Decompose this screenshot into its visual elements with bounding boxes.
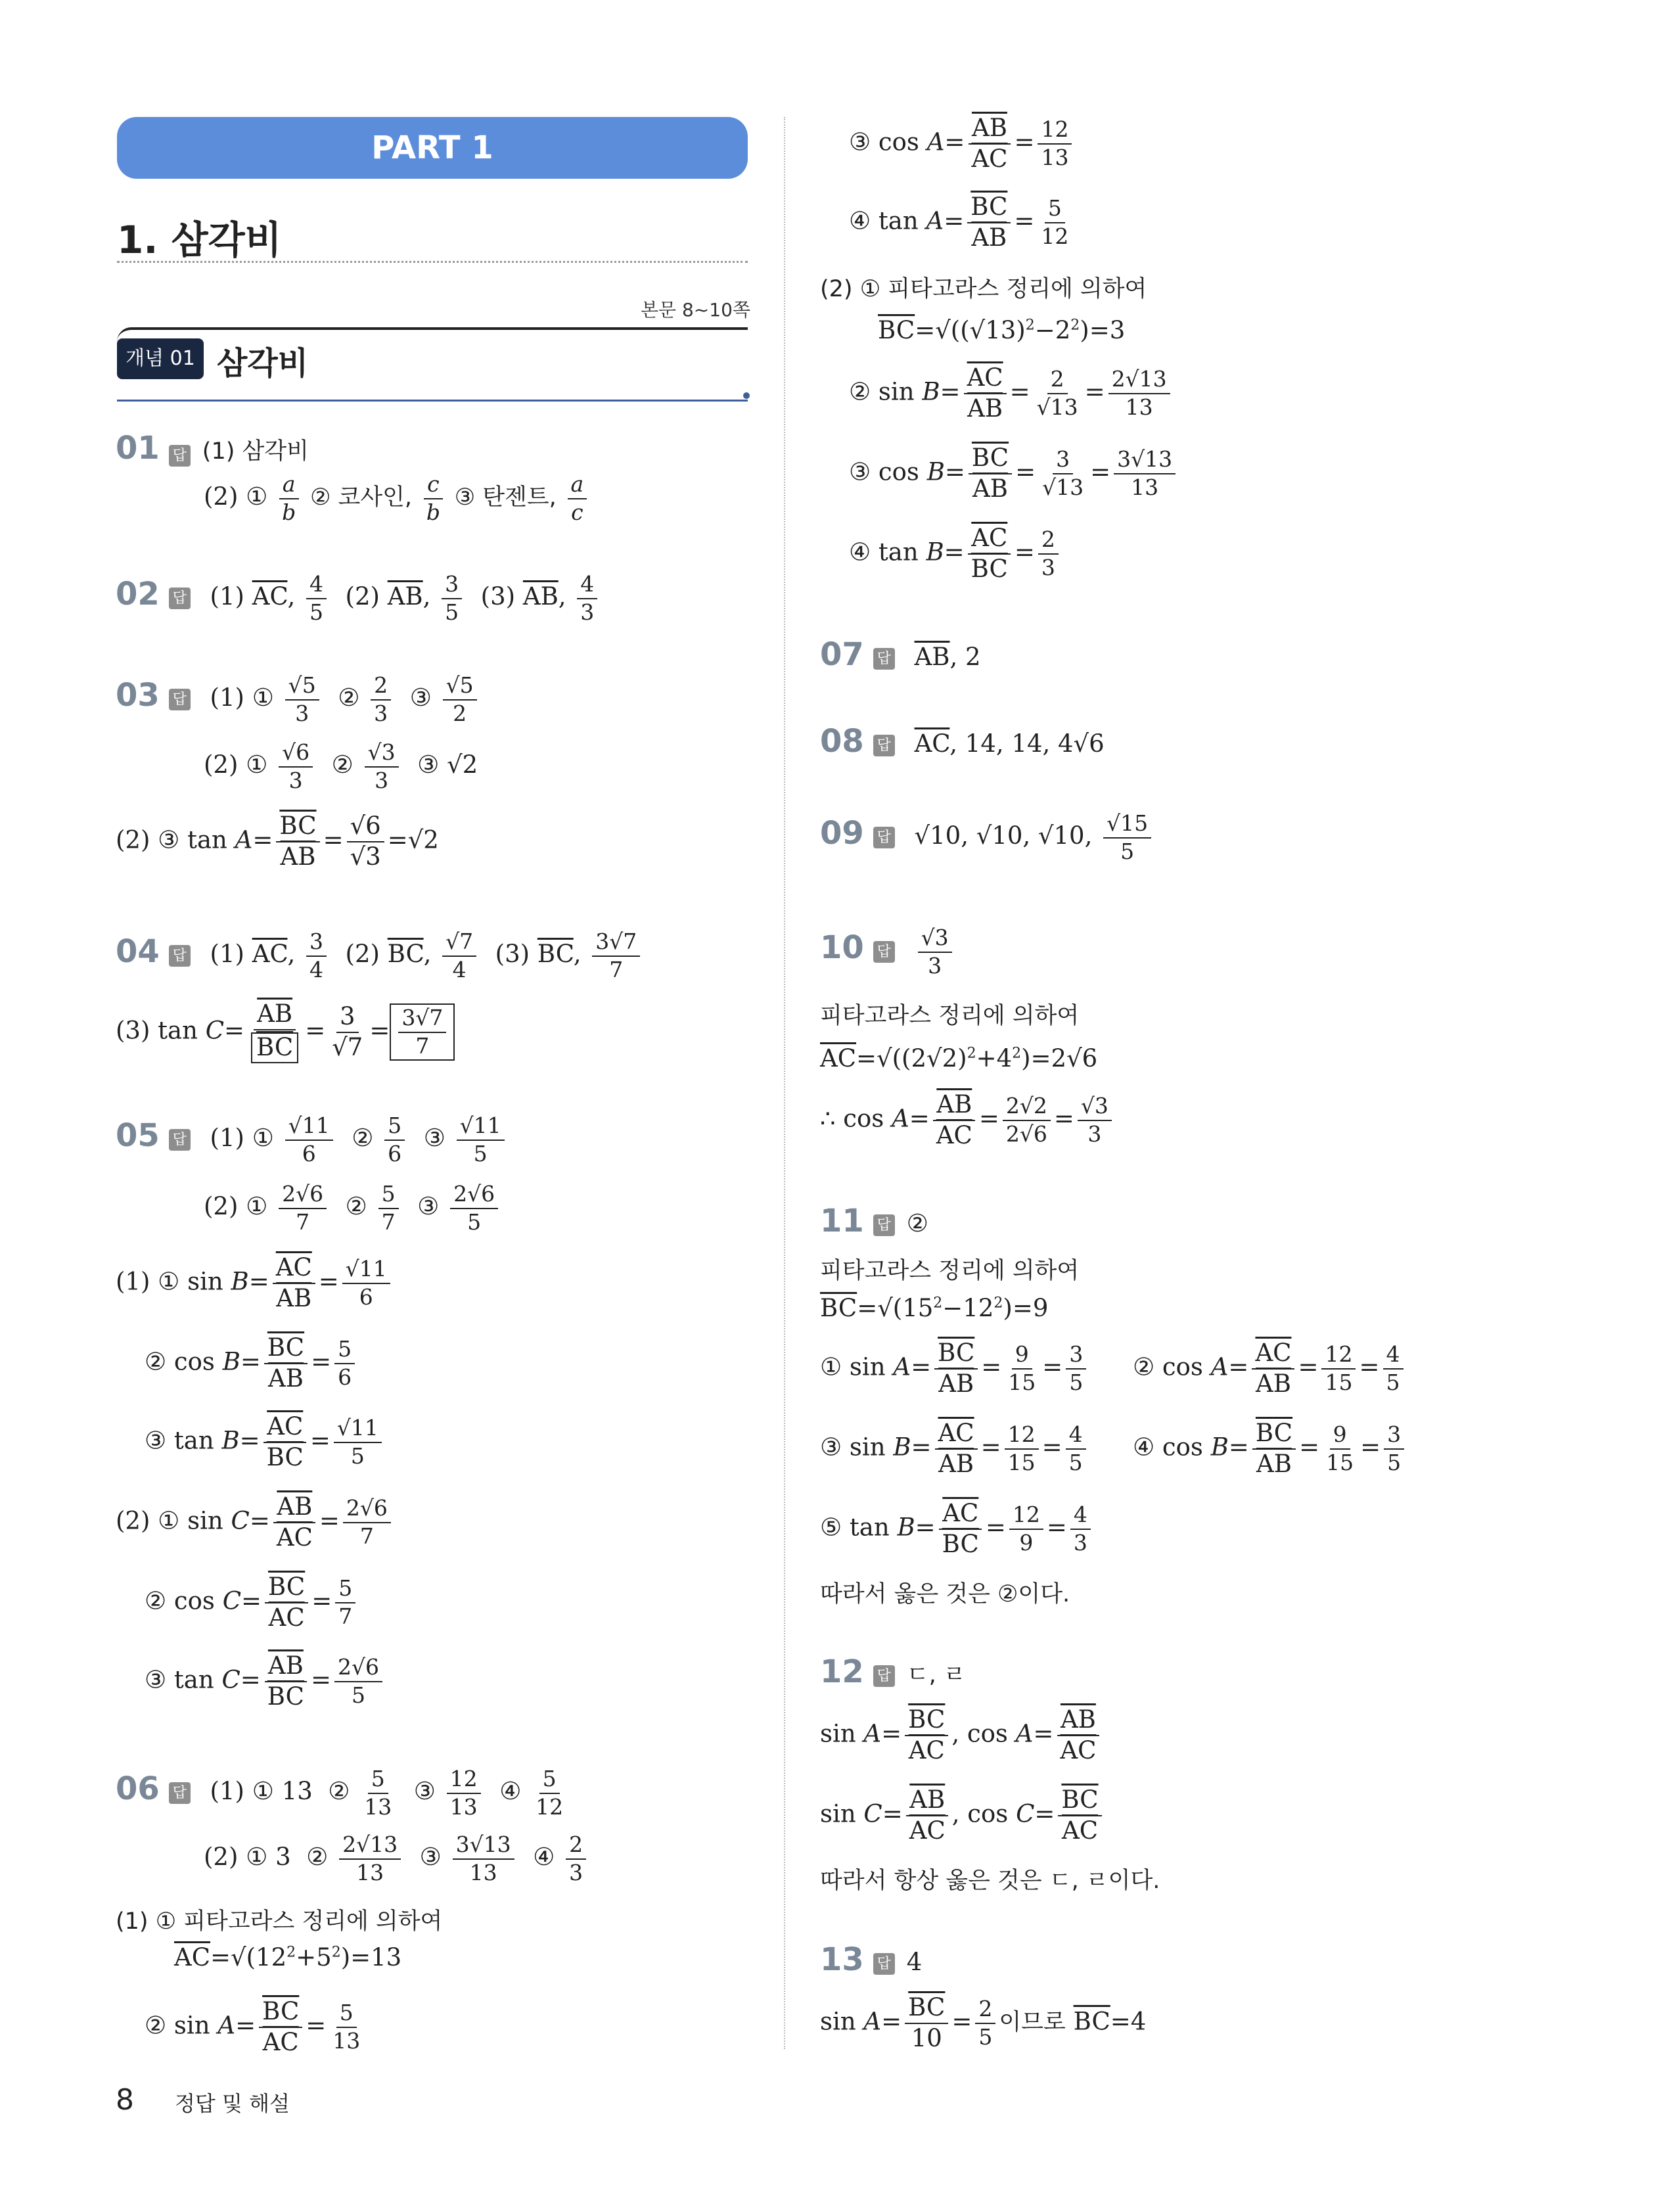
answer-text: (1) 삼각비 bbox=[202, 438, 309, 465]
answer-tag: 답 bbox=[873, 648, 895, 670]
p12-answer: ㄷ, ㄹ bbox=[906, 1662, 966, 1688]
concept-badge bbox=[117, 338, 204, 379]
problem-04: 04 답 (1) $\overline{AC}$, $\frac{3}{4}$ (2) $\overline{BC}$, $\frac{√7}{4}$ (3) $\overline{BC}$, $\frac{3√7}{7}$ bbox=[116, 931, 643, 981]
p05-s3: ③ tan B= $\frac{\overline{AC}}{BC}$ = $\frac{√11}{5}$ bbox=[145, 1414, 385, 1471]
p01-tan-label: ③ 탄젠트, bbox=[454, 484, 557, 511]
column-divider bbox=[784, 117, 785, 2049]
chapter-divider bbox=[117, 261, 748, 263]
answer-tag: 답 bbox=[169, 445, 191, 467]
problem-number: 12 bbox=[820, 1653, 864, 1690]
p11-sinB: ③ sin B= $\frac{\overline{AC}}{AB}$ = $\frac{12}{15}$ = $\frac{4}{5}$ bbox=[820, 1421, 1089, 1477]
concept-end-dot bbox=[743, 392, 750, 399]
problem-number: 02 bbox=[116, 576, 160, 613]
answer-tag: 답 bbox=[169, 1782, 191, 1804]
answer-tag: 답 bbox=[873, 1953, 895, 1975]
problem-number: 06 bbox=[116, 1770, 160, 1808]
p10-cosA: ∴ cos A= $\frac{\overline{AB}}{AC}$ = $\frac{2√2}{2√6}$ = $\frac{√3}{3}$ bbox=[820, 1092, 1115, 1149]
answer-tag: 답 bbox=[873, 1214, 895, 1236]
problem-10: 10 답 $\frac{√3}{3}$ bbox=[820, 927, 955, 977]
p06-cosB: ③ cos B= $\frac{\overline{BC}}{AB}$ = $\frac{3}{√13}$ = $\frac{3√13}{13}$ bbox=[849, 446, 1179, 502]
answer-tag: 답 bbox=[169, 1129, 191, 1151]
p06-line2: (2) ① 3 ② $\frac{2√13}{13}$ ③ $\frac{3√13}{13}$ ④ $\frac{2}{3}$ bbox=[204, 1833, 589, 1884]
problem-number: 05 bbox=[116, 1117, 160, 1155]
p06-bc: $\overline{BC}=√((√13)^2-2^2)=3$ bbox=[878, 316, 1126, 344]
problem-number: 04 bbox=[116, 933, 160, 971]
problem-12 bbox=[820, 1653, 966, 1690]
p12-line2: sin C= $\frac{\overline{AB}}{AC}$ , cos C= $\frac{\overline{BC}}{AC}$ bbox=[820, 1787, 1105, 1844]
p03-line2: (2) ① $\frac{√6}{3}$ ② $\frac{√3}{3}$ ③ √2 bbox=[204, 739, 478, 793]
p13-mid-text: 이므로 bbox=[999, 2009, 1066, 2036]
p05-s4: (2) ① sin C= $\frac{\overline{AB}}{AC}$ = $\frac{2√6}{7}$ bbox=[116, 1494, 394, 1551]
p10-pyth: 피타고라스 정리에 의하여 bbox=[820, 1003, 1080, 1029]
problem-number: 10 bbox=[820, 929, 864, 967]
problem-02: 02 답 (1) $\overline{AC}$, $\frac{4}{5}$ (2) $\overline{AB}$, $\frac{3}{5}$ (3) $\overline{AB}$, $\frac{4}{3}$ bbox=[116, 573, 601, 624]
answer-tag: 답 bbox=[873, 1665, 895, 1687]
footer-text: 정답 및 해설 bbox=[175, 2091, 290, 2116]
p01-cos-label: ② 코사인, bbox=[310, 484, 413, 511]
problem-number: 01 bbox=[116, 430, 160, 467]
p12-conclusion: 따라서 항상 옳은 것은 ㄷ, ㄹ이다. bbox=[820, 1868, 1160, 1894]
answer-tag: 답 bbox=[873, 941, 895, 963]
p06-pyth: (1) ① 피타고라스 정리에 의하여 bbox=[116, 1908, 443, 1935]
concept-title: 삼각비 bbox=[217, 345, 309, 382]
concept-badge-label: 개념 01 bbox=[126, 347, 195, 370]
problem-05: 05 답 (1) ① $\frac{√11}{6}$ ② $\frac{5}{6}$ ③ $\frac{√11}{5}$ bbox=[116, 1115, 508, 1165]
problem-number: 11 bbox=[820, 1203, 864, 1239]
p06-sinA: ② sin A= $\frac{\overline{BC}}{AC}$ = $\frac{5}{13}$ bbox=[145, 1997, 361, 2056]
problem-number: 08 bbox=[820, 723, 864, 760]
p06-tanA: ④ tan A= $\frac{\overline{BC}}{AB}$ = $\frac{5}{12}$ bbox=[849, 193, 1069, 252]
p06-tanB: ④ tan B= $\frac{\overline{AC}}{BC}$ = $\frac{2}{3}$ bbox=[849, 526, 1062, 582]
p11-conclusion: 따라서 옳은 것은 ②이다. bbox=[820, 1581, 1070, 1607]
problem-01 bbox=[116, 430, 309, 467]
problem-number: 09 bbox=[820, 815, 864, 852]
p11-bc: $\overline{BC}=√(15^2-12^2)=9$ bbox=[820, 1294, 1049, 1322]
p05-s2: ② cos B= $\frac{\overline{BC}}{AB}$ = $\frac{5}{6}$ bbox=[145, 1335, 358, 1392]
p11-cosB: ④ cos B= $\frac{\overline{BC}}{AB}$ = $\frac{9}{15}$ = $\frac{3}{5}$ bbox=[1133, 1421, 1407, 1477]
problem-11: 11 답 ② bbox=[820, 1203, 928, 1239]
problem-06: 06 답 (1) ① 13 ② $\frac{5}{13}$ ③ $\frac{12}{13}$ ④ $\frac{5}{12}$ bbox=[116, 1766, 564, 1820]
page-number: 8 bbox=[116, 2083, 134, 2117]
answer-tag: 답 bbox=[169, 588, 191, 609]
p06b-pyth: (2) ① 피타고라스 정리에 의하여 bbox=[820, 276, 1147, 302]
problem-08: 08 답 $\overline{AC}$, 14, 14, 4√6 bbox=[820, 723, 1105, 760]
problem-number: 13 bbox=[820, 1941, 864, 1978]
p06-ac: $\overline{AC}=√(12^2+5^2)=13$ bbox=[174, 1943, 402, 1971]
answer-tag: 답 bbox=[169, 689, 191, 710]
p11-tanB: ⑤ tan B= $\frac{\overline{AC}}{BC}$ = $\frac{12}{9}$ = $\frac{4}{3}$ bbox=[820, 1501, 1094, 1557]
problem-13: 13 답 4 bbox=[820, 1941, 923, 1978]
problem-number: 07 bbox=[820, 636, 864, 673]
problem-number: 03 bbox=[116, 677, 160, 714]
p04-sol: (3) tan C= $\frac{\overline{AB}}{BC}$ = $\frac{3}{√7}$ = $\frac{3√7}{7}$ bbox=[116, 1002, 455, 1063]
problem-07: 07 답 $\overline{AB}$, 2 bbox=[820, 636, 981, 673]
p01-line2: (2) ① $\frac{a}{b}$ ② 코사인, $\frac{c}{b}$ ③ 탄젠트, $\frac{a}{c}$ bbox=[204, 473, 590, 524]
answer-tag: 답 bbox=[169, 945, 191, 967]
answer-tag: 답 bbox=[873, 735, 895, 756]
p11-sinA: ① sin A= $\frac{\overline{BC}}{AB}$ = $\frac{9}{15}$ = $\frac{3}{5}$ bbox=[820, 1341, 1089, 1397]
answer-tag: 답 bbox=[873, 827, 895, 848]
problem-03: 03 답 (1) ① $\frac{√5}{3}$ ② $\frac{2}{3}$ ③ $\frac{√5}{2}$ bbox=[116, 674, 480, 725]
p05-line2: (2) ① $\frac{2√6}{7}$ ② $\frac{5}{7}$ ③ $\frac{2√6}{5}$ bbox=[204, 1183, 501, 1233]
p06-cosA: ③ cos A= $\frac{\overline{AB}}{AC}$ = $\frac{12}{13}$ bbox=[849, 116, 1075, 172]
p05-s1: (1) ① sin B= $\frac{\overline{AC}}{AB}$ = $\frac{√11}{6}$ bbox=[116, 1255, 394, 1312]
page-ref: 본문 8~10쪽 bbox=[641, 299, 750, 321]
part-banner: PART 1 bbox=[117, 117, 748, 179]
concept-header bbox=[117, 327, 748, 402]
p12-line1: sin A= $\frac{\overline{BC}}{AC}$ , cos A= $\frac{\overline{AB}}{AC}$ bbox=[820, 1707, 1103, 1764]
chapter-title: 1. 삼각비 bbox=[117, 218, 282, 262]
p11-cosA: ② cos A= $\frac{\overline{AC}}{AB}$ = $\frac{12}{15}$ = $\frac{4}{5}$ bbox=[1133, 1341, 1407, 1397]
p11-pyth: 피타고라스 정리에 의하여 bbox=[820, 1258, 1080, 1284]
p03-sol: (2) ③ tan A= $\frac{\overline{BC}}{AB}$ = $\frac{√6}{√3}$ =√2 bbox=[116, 812, 439, 871]
problem-09: 09 답 √10, √10, √10, $\frac{√15}{5}$ bbox=[820, 812, 1154, 863]
p05-s5: ② cos C= $\frac{\overline{BC}}{AC}$ = $\frac{5}{7}$ bbox=[145, 1575, 359, 1631]
p06-sinB: ② sin B= $\frac{\overline{AC}}{AB}$ = $\frac{2}{√13}$ = $\frac{2√13}{13}$ bbox=[849, 365, 1174, 422]
p13-sol: sin A= $\frac{\overline{BC}}{10}$ = $\frac{2}{5}$ 이므로 $\overline{BC}=4$ bbox=[820, 1993, 1147, 2052]
p10-ac: $\overline{AC}=√((2√2)^2+4^2)=2√6$ bbox=[820, 1044, 1098, 1072]
p05-s6: ③ tan C= $\frac{\overline{AB}}{BC}$ = $\frac{2√6}{5}$ bbox=[145, 1653, 386, 1710]
